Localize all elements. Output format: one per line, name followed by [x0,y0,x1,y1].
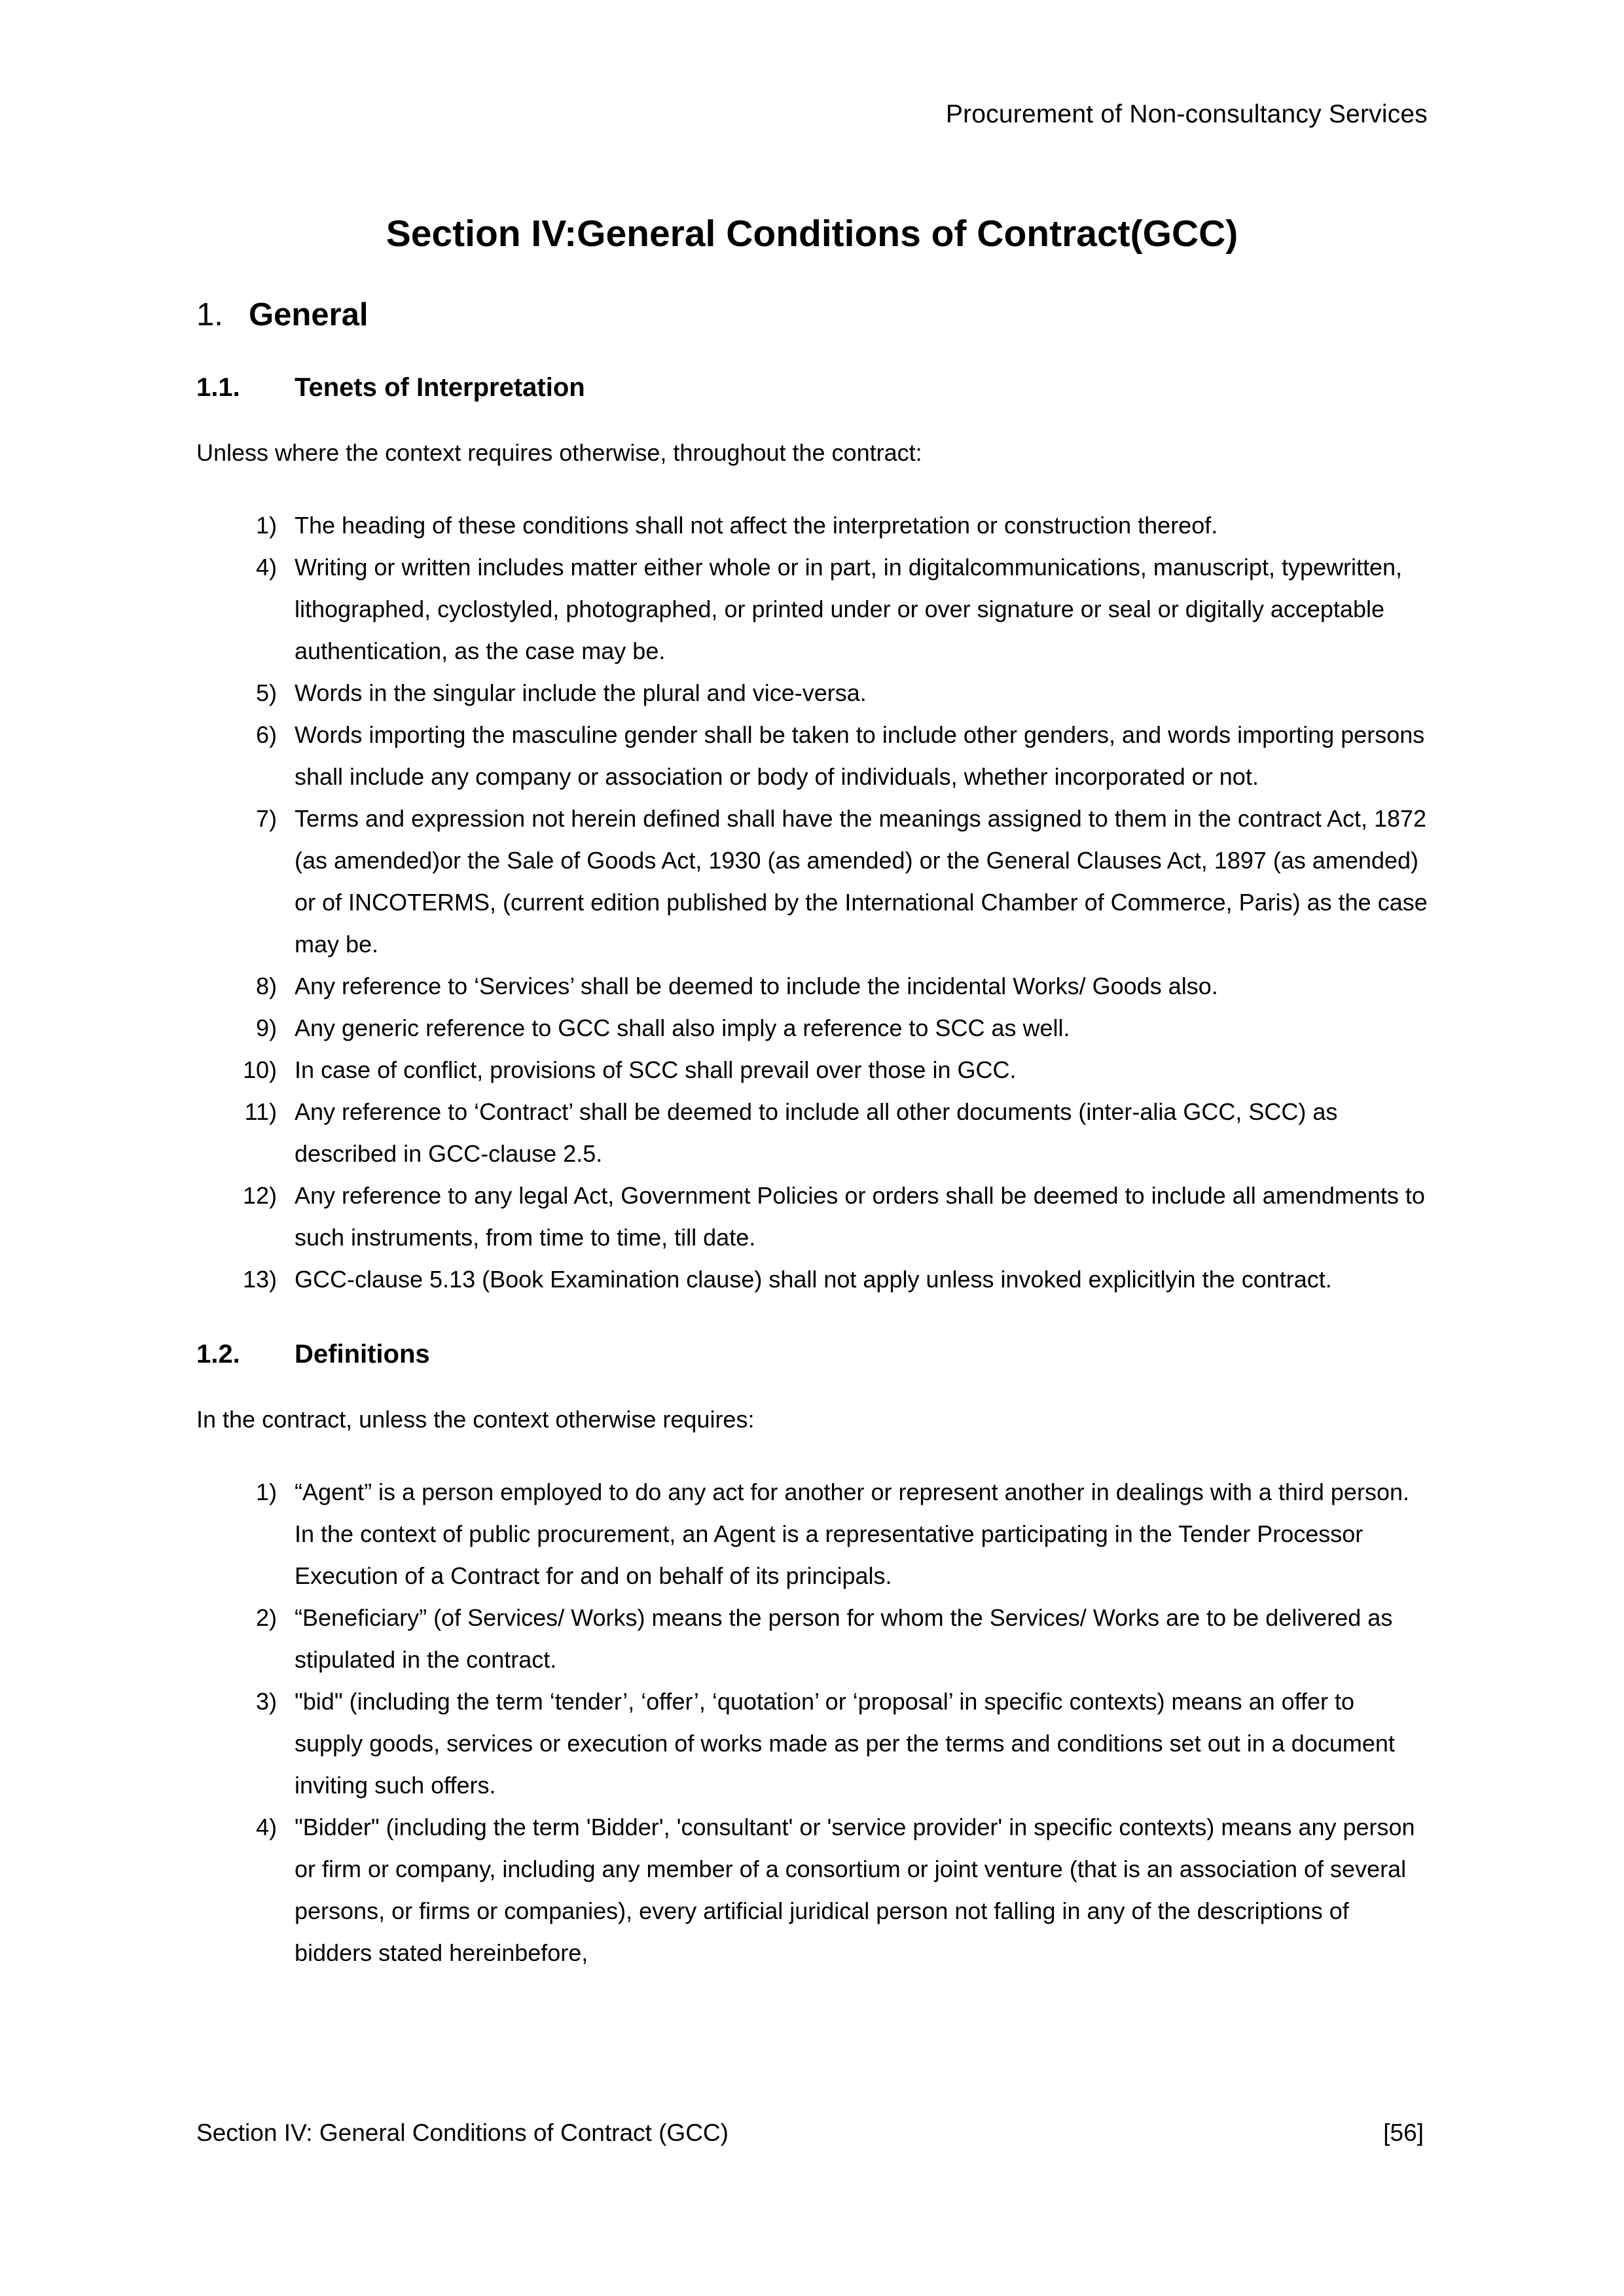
item-text: Terms and expression not herein defined shall have the meanings assigned to them in the contract Act, 1872 (as amended)or the Sale of Goods Act, 1930 (as amended) or the General Clauses Act, 1897 (as amended) or of INCOTERMS, (current edition published by the International Chamber of Commerce, Paris) as the case may be. [295,805,1428,958]
item-text: Any reference to ‘Contract’ shall be deemed to include all other documents (inter-alia GCC, SCC) as described in GCC-clause 2.5. [295,1098,1338,1167]
subsection-number: 1.2. [196,1340,240,1369]
item-text: Any generic reference to GCC shall also imply a reference to SCC as well. [295,1014,1070,1041]
subsection-label: Definitions [295,1340,430,1369]
item-number: 2) [255,1604,277,1631]
item-number: 5) [255,679,277,706]
item-number: 8) [255,973,277,999]
section-number: 1. [196,297,223,332]
item-number: 4) [255,1814,277,1840]
item-number: 4) [255,554,277,581]
item-number: 3) [255,1688,277,1715]
item-text: Any reference to any legal Act, Government Policies or orders shall be deemed to include all amendments to such instruments, from time to time, till date. [295,1182,1425,1251]
document-title: Section IV:General Conditions of Contract(GCC) [386,213,1238,255]
list-item [196,1681,1428,1806]
section-label: General [249,297,369,332]
list-item [196,1259,1428,1300]
list-item [196,547,1428,672]
footer-page-number: [56] [1383,2119,1424,2146]
subsection-heading-tenets [196,372,1428,403]
list-item [196,1471,1428,1597]
list-item [196,1597,1428,1681]
item-number: 13) [242,1266,277,1293]
item-text: “Beneficiary” (of Services/ Works) means the person for whom the Services/ Works are to be delivered as stipulated in the contract. [295,1604,1393,1673]
item-number: 9) [255,1014,277,1041]
list-item [196,1175,1428,1259]
subsection-label: Tenets of Interpretation [295,373,585,402]
list-item [196,1007,1428,1049]
item-number: 11) [244,1098,277,1125]
list-item [196,1806,1428,1974]
section-heading-general [196,296,1428,334]
list-item [196,1091,1428,1175]
item-text: Writing or written includes matter either whole or in part, in digitalcommunications, manuscript, typewritten, lithographed, cyclostyled, photographed, or printed under or over signature or seal or digitally acceptable authentication, as the case may be. [295,554,1403,664]
list-item [196,1049,1428,1091]
item-number: 7) [255,805,277,832]
list-item [196,672,1428,714]
item-number: 1) [255,1479,277,1505]
item-number: 12) [242,1182,277,1209]
item-text: Words importing the masculine gender shall be taken to include other genders, and words importing persons shall include any company or association or body of individuals, whether incorporated or not. [295,721,1425,790]
item-number: 10) [242,1056,277,1083]
item-text: Words in the singular include the plural and vice-versa. [295,679,867,706]
item-text: In case of conflict, provisions of SCC shall prevail over those in GCC. [295,1056,1017,1083]
item-number: 1) [255,512,277,539]
item-number: 6) [255,721,277,748]
page-footer [196,2118,1424,2147]
item-text: The heading of these conditions shall not affect the interpretation or construction thereof. [295,512,1218,539]
item-text: "bid" (including the term ‘tender’, ‘offer’, ‘quotation’ or ‘proposal’ in specific contexts) means an offer to supply goods, services or execution of works made as per the terms and conditions set out in a document inviting such offers. [295,1688,1395,1799]
item-text: Any reference to ‘Services’ shall be deemed to include the incidental Works/ Goods also. [295,973,1218,999]
list-item [196,798,1428,965]
page-header-text: Procurement of Non-consultancy Services [945,100,1428,128]
definitions-list [196,1471,1428,1974]
item-text: "Bidder" (including the term 'Bidder', 'consultant' or 'service provider' in specific contexts) means any person or firm or company, including any member of a consortium or joint venture (that is an association of several persons, or firms or companies), every artificial juridical person not falling in any of the descriptions of bidders stated hereinbefore, [295,1814,1415,1966]
item-text: “Agent” is a person employed to do any act for another or represent another in dealings with a third person. In the context of public procurement, an Agent is a representative participating in the Tender Processor Execution of a Contract for and on behalf of its principals. [295,1479,1409,1589]
interpretation-list [196,505,1428,1300]
subsection-number: 1.1. [196,373,240,402]
definitions-intro-paragraph: In the contract, unless the context otherwise requires: [196,1406,755,1433]
list-item [196,714,1428,798]
page-content [196,99,1428,1974]
footer-section-title: Section IV: General Conditions of Contract (GCC) [196,2119,729,2146]
tenets-intro-paragraph: Unless where the context requires otherwise, throughout the contract: [196,439,922,466]
subsection-heading-definitions [196,1338,1428,1370]
list-item [196,505,1428,547]
item-text: GCC-clause 5.13 (Book Examination clause) shall not apply unless invoked explicitlyin the contract. [295,1266,1332,1293]
list-item [196,965,1428,1007]
